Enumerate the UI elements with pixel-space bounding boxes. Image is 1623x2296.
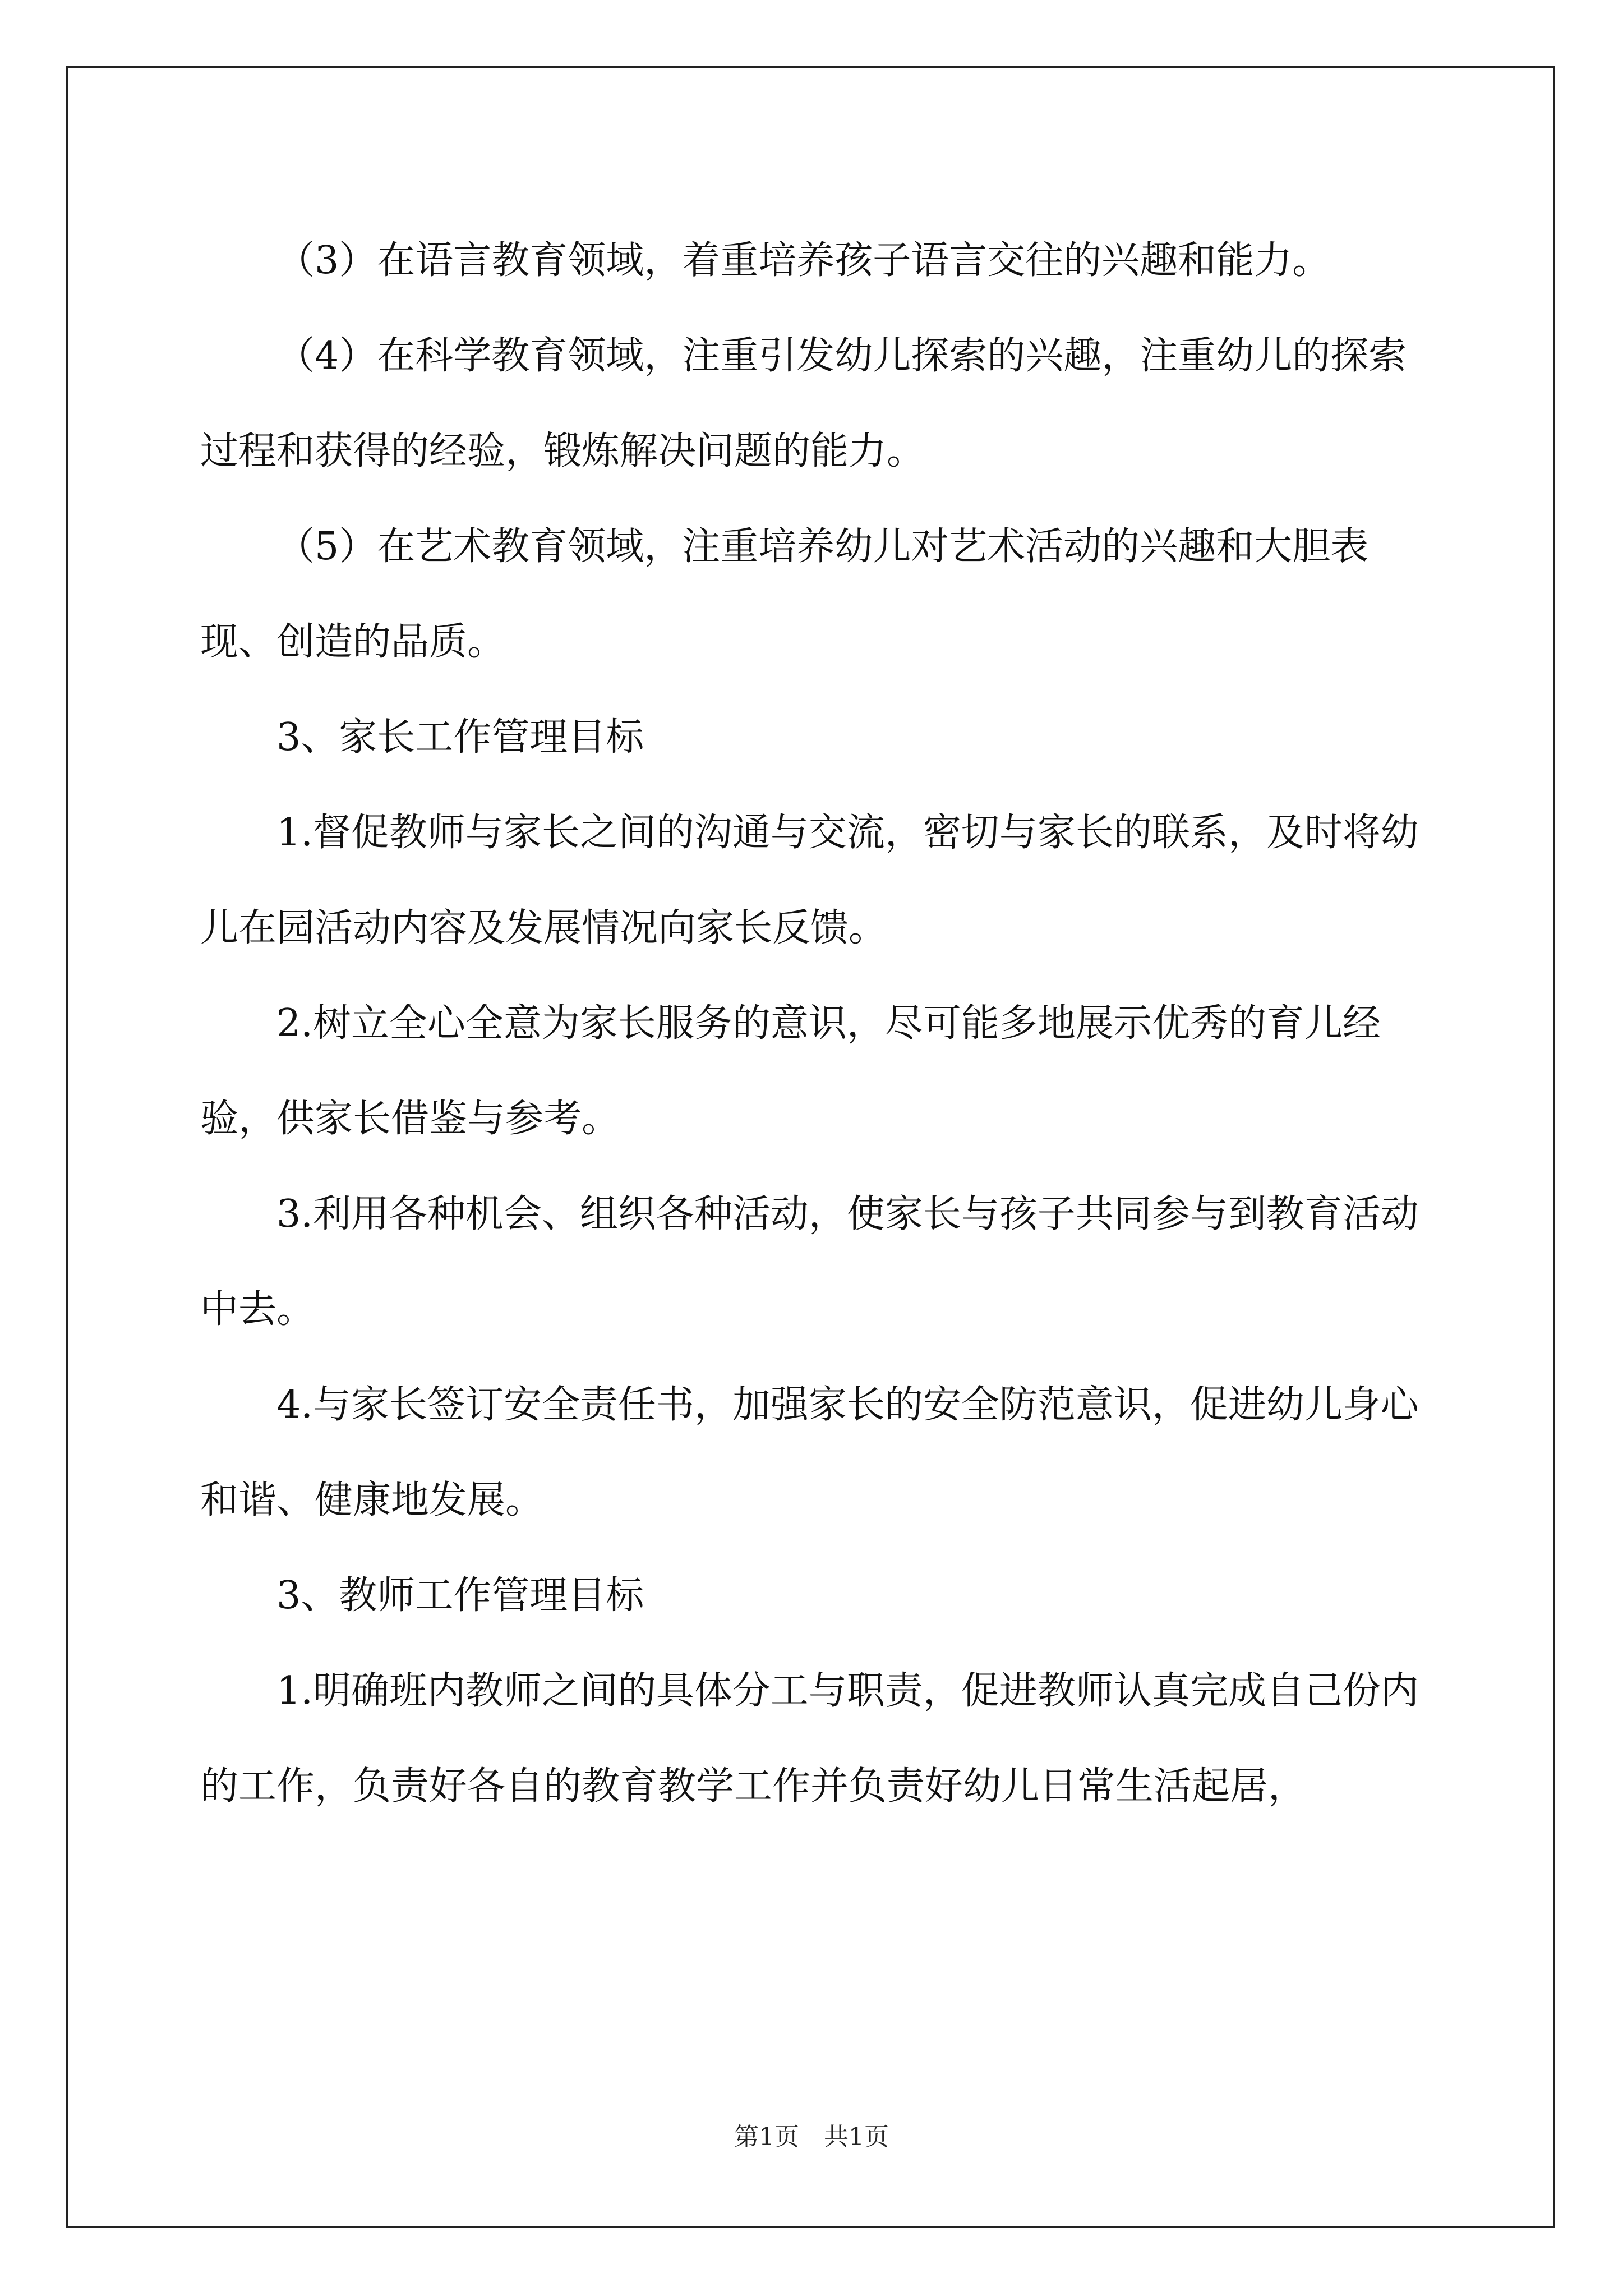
page-footer: 第1页 共1页 bbox=[734, 2123, 889, 2151]
document-body bbox=[200, 213, 1434, 1834]
paragraph-1: （3）在语言教育领域，着重培养孩子语言交往的兴趣和能力。 bbox=[276, 238, 1331, 283]
paragraph-5: 1.督促教师与家长之间的沟通与交流，密切与家长的联系，及时将幼儿在园活动内容及发展情况向家长反馈。 bbox=[200, 811, 1419, 950]
paragraph-6: 2.树立全心全意为家长服务的意识，尽可能多地展示优秀的育儿经验，供家长借鉴与参考。 bbox=[200, 1001, 1381, 1141]
paragraph-10: 1.明确班内教师之间的具体分工与职责，促进教师认真完成自己份内的工作，负责好各自的教育教学工作并负责好幼儿日常生活起居， bbox=[200, 1669, 1419, 1809]
paragraph-2: （4）在科学教育领域，注重引发幼儿探索的兴趣，注重幼儿的探索过程和获得的经验，锻炼解决问题的能力。 bbox=[200, 334, 1407, 473]
paragraph-8: 4.与家长签订安全责任书，加强家长的安全防范意识，促进幼儿身心和谐、健康地发展。 bbox=[200, 1383, 1419, 1522]
section-heading-parent-work: 3、家长工作管理目标 bbox=[276, 715, 644, 760]
paragraph-7: 3.利用各种机会、组织各种活动，使家长与孩子共同参与到教育活动中去。 bbox=[200, 1192, 1419, 1332]
section-heading-teacher-work: 3、教师工作管理目标 bbox=[276, 1573, 644, 1618]
paragraph-3: （5）在艺术教育领域，注重培养幼儿对艺术活动的兴趣和大胆表现、创造的品质。 bbox=[200, 524, 1369, 664]
